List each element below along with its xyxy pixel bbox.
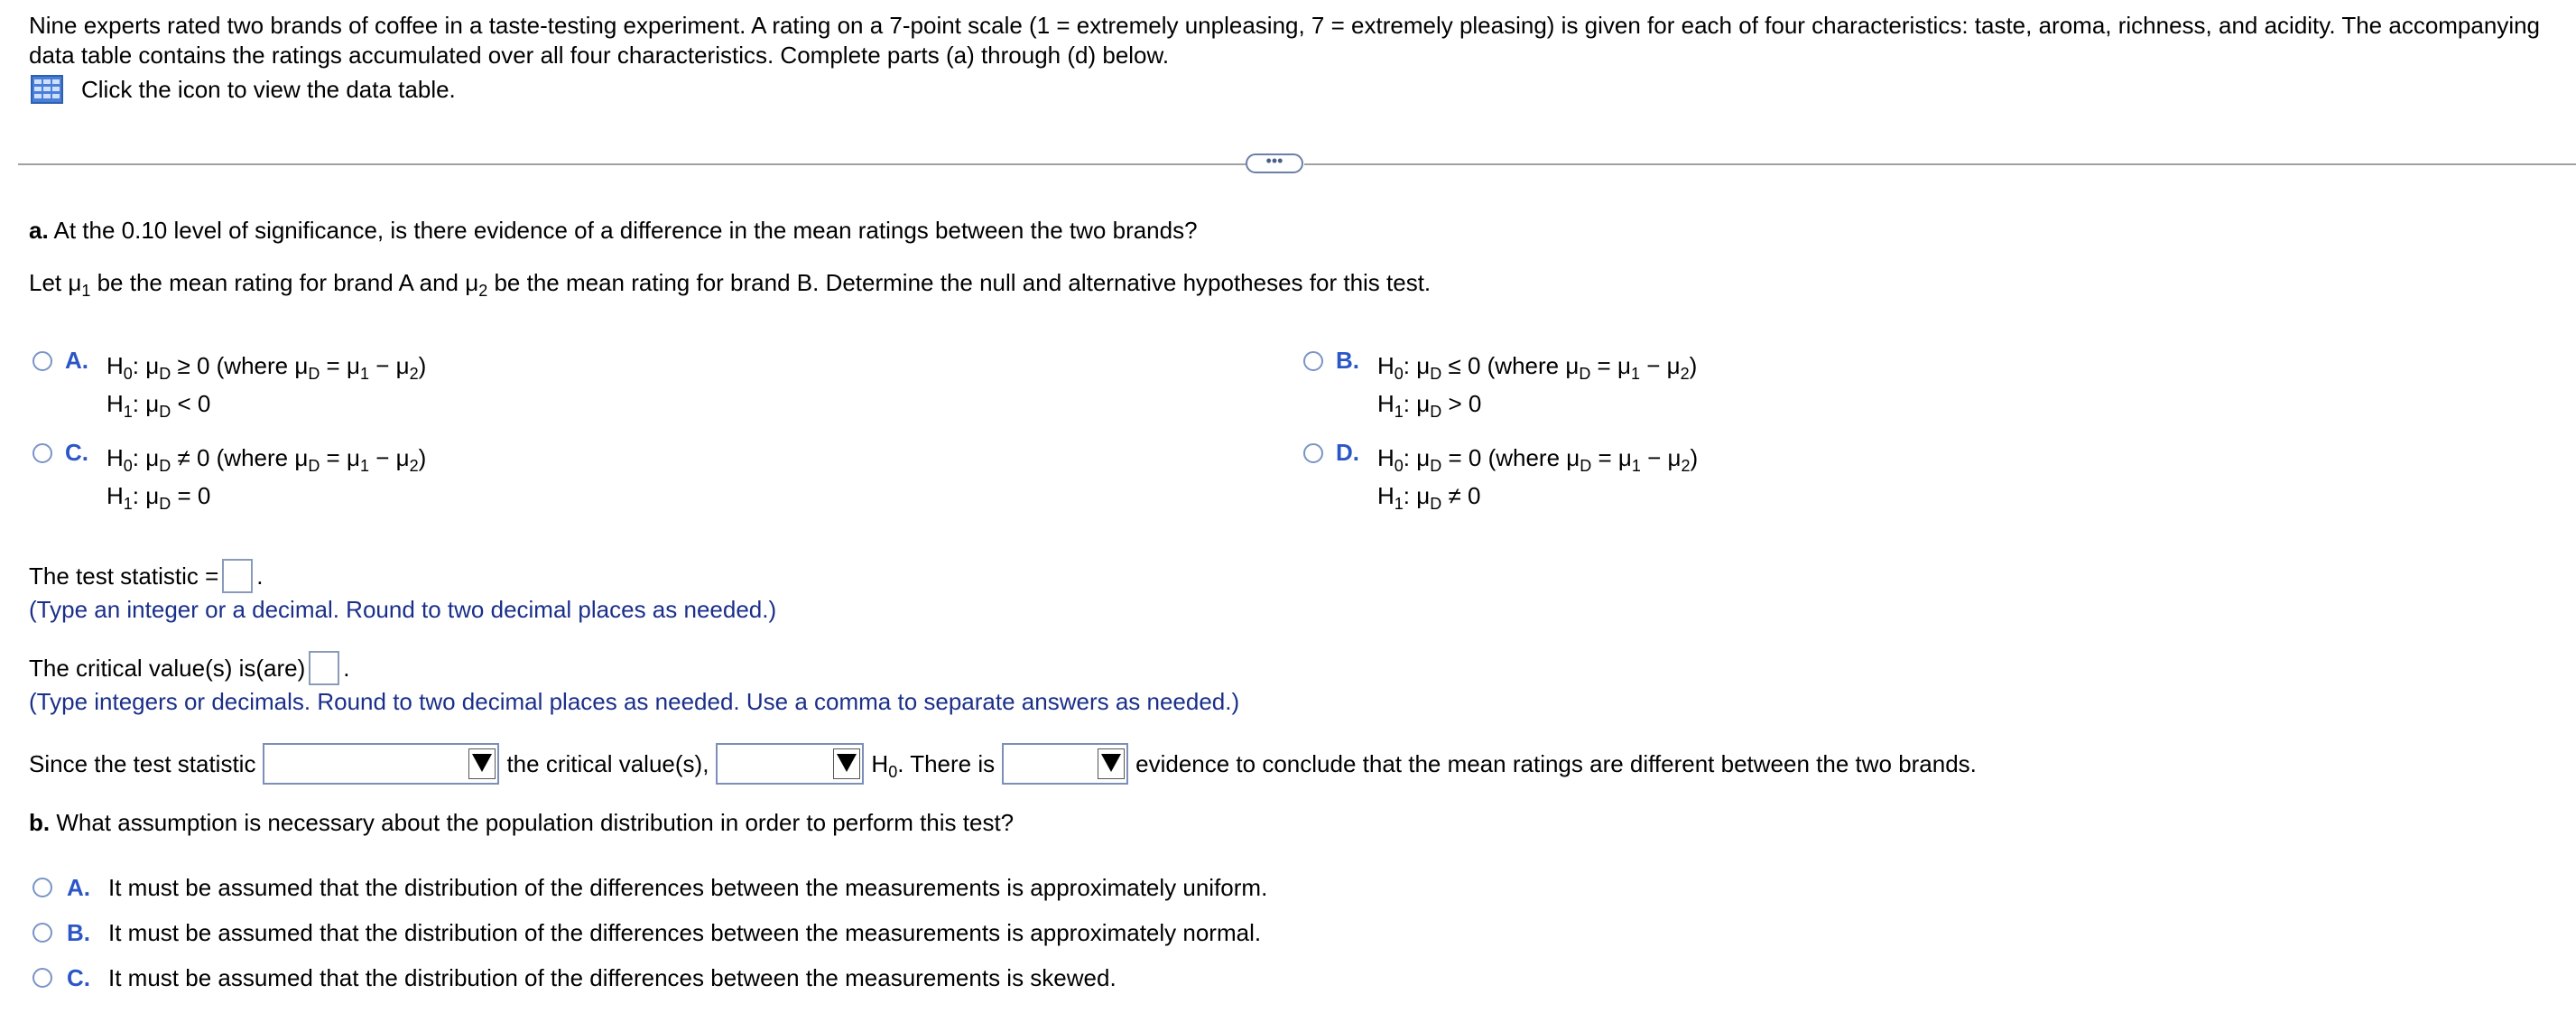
radio-assumption-c[interactable] [32,968,52,988]
option-letter: B. [67,918,90,946]
assumption-option-c[interactable] [32,960,1117,996]
test-statistic-hint: (Type an integer or a decimal. Round to two decimal places as needed.) [29,596,777,623]
option-letter: D. [1336,439,1359,466]
critical-value-input[interactable] [309,651,339,685]
hypothesis-option-a[interactable] [32,347,426,423]
decision-dropdown[interactable] [716,743,864,785]
hypothesis-text: $H_0$: $\mu_D \ge 0$ (where $\mu_D = \mu_1 - \mu_2$) $H_1$: $\mu_D < 0$ [107,352,427,421]
part-a-question: a. At the 0.10 level of significance, is there evidence of a difference in the mean ratings between the two brands? [29,217,1198,244]
data-table-link-text: Click the icon to view the data table. [81,75,456,103]
option-letter: B. [1336,347,1359,374]
option-text: It must be assumed that the distribution of the differences between the measurements is approximately normal. [108,918,1262,946]
problem-intro: Nine experts rated two brands of coffee in a taste-testing experiment. A rating on a 7-point scale (1 = extremely unpleasing, 7 = extremely pleasing) is given for each of four characteristics: taste, aroma, richness, and acidity. The accompanying data table contains the ratings accumulated over all four characteristics. Complete parts (a) through (d) below. [29,12,2541,69]
hypothesis-option-d[interactable] [1303,439,1698,515]
evidence-dropdown[interactable] [1002,743,1128,785]
critical-value-hint: (Type integers or decimals. Round to two decimal places as needed. Use a comma to separate answers as needed.) [29,688,1240,715]
radio-assumption-b[interactable] [32,923,52,943]
chevron-down-icon [472,754,492,772]
divider-line [1304,163,2576,165]
divider-line [18,163,1246,165]
hypothesis-option-b[interactable] [1303,347,1697,423]
radio-option-d[interactable] [1303,443,1323,463]
option-text: It must be assumed that the distribution of the differences between the measurements is skewed. [108,963,1117,991]
option-letter: A. [65,347,88,374]
option-letter: C. [67,963,90,991]
test-statistic-input[interactable] [222,559,253,593]
radio-assumption-a[interactable] [32,878,52,897]
test-statistic-label: The test statistic = [29,562,219,590]
hypothesis-option-c[interactable] [32,439,426,515]
chevron-down-icon [837,754,857,772]
assumption-option-a[interactable] [32,869,1267,906]
radio-option-c[interactable] [32,443,52,463]
option-text: It must be assumed that the distribution of the differences between the measurements is approximately uniform. [108,873,1268,901]
assumption-option-b[interactable] [32,915,1261,951]
data-table-link-row[interactable] [31,74,456,105]
critical-value-label: The critical value(s) is(are) [29,654,306,682]
expand-more-button[interactable]: ••• [1246,153,1303,173]
hypothesis-text: $H_0$: $\mu_D \ne 0$ (where $\mu_D = \mu_1 - \mu_2$) $H_1$: $\mu_D = 0$ [107,444,427,513]
radio-option-a[interactable] [32,351,52,371]
option-letter: C. [65,439,88,466]
table-icon[interactable] [31,75,63,104]
radio-option-b[interactable] [1303,351,1323,371]
conclusion-sentence: Since the test statistic the critical value(s), $H_0$. There is evidence to conclude that the mean ratings are different between the two brands. [29,742,1977,785]
option-letter: A. [67,873,90,901]
critical-value-row: The critical value(s) is(are) . [29,648,350,688]
test-statistic-row: The test statistic = . [29,556,263,596]
chevron-down-icon [1101,754,1121,772]
part-a-instructions: Let $\mu_1$ be the mean rating for brand A and $\mu_2$ be the mean rating for brand B. Determine the null and alternative hypotheses for this test. [29,269,1432,300]
comparison-dropdown[interactable] [263,743,499,785]
hypothesis-text: $H_0$: $\mu_D = 0$ (where $\mu_D = \mu_1 - \mu_2$) $H_1$: $\mu_D \ne 0$ [1377,444,1699,513]
hypothesis-text: $H_0$: $\mu_D \le 0$ (where $\mu_D = \mu_1 - \mu_2$) $H_1$: $\mu_D > 0$ [1377,352,1698,421]
part-b-question: b. What assumption is necessary about the population distribution in order to perform this test? [29,809,1015,836]
